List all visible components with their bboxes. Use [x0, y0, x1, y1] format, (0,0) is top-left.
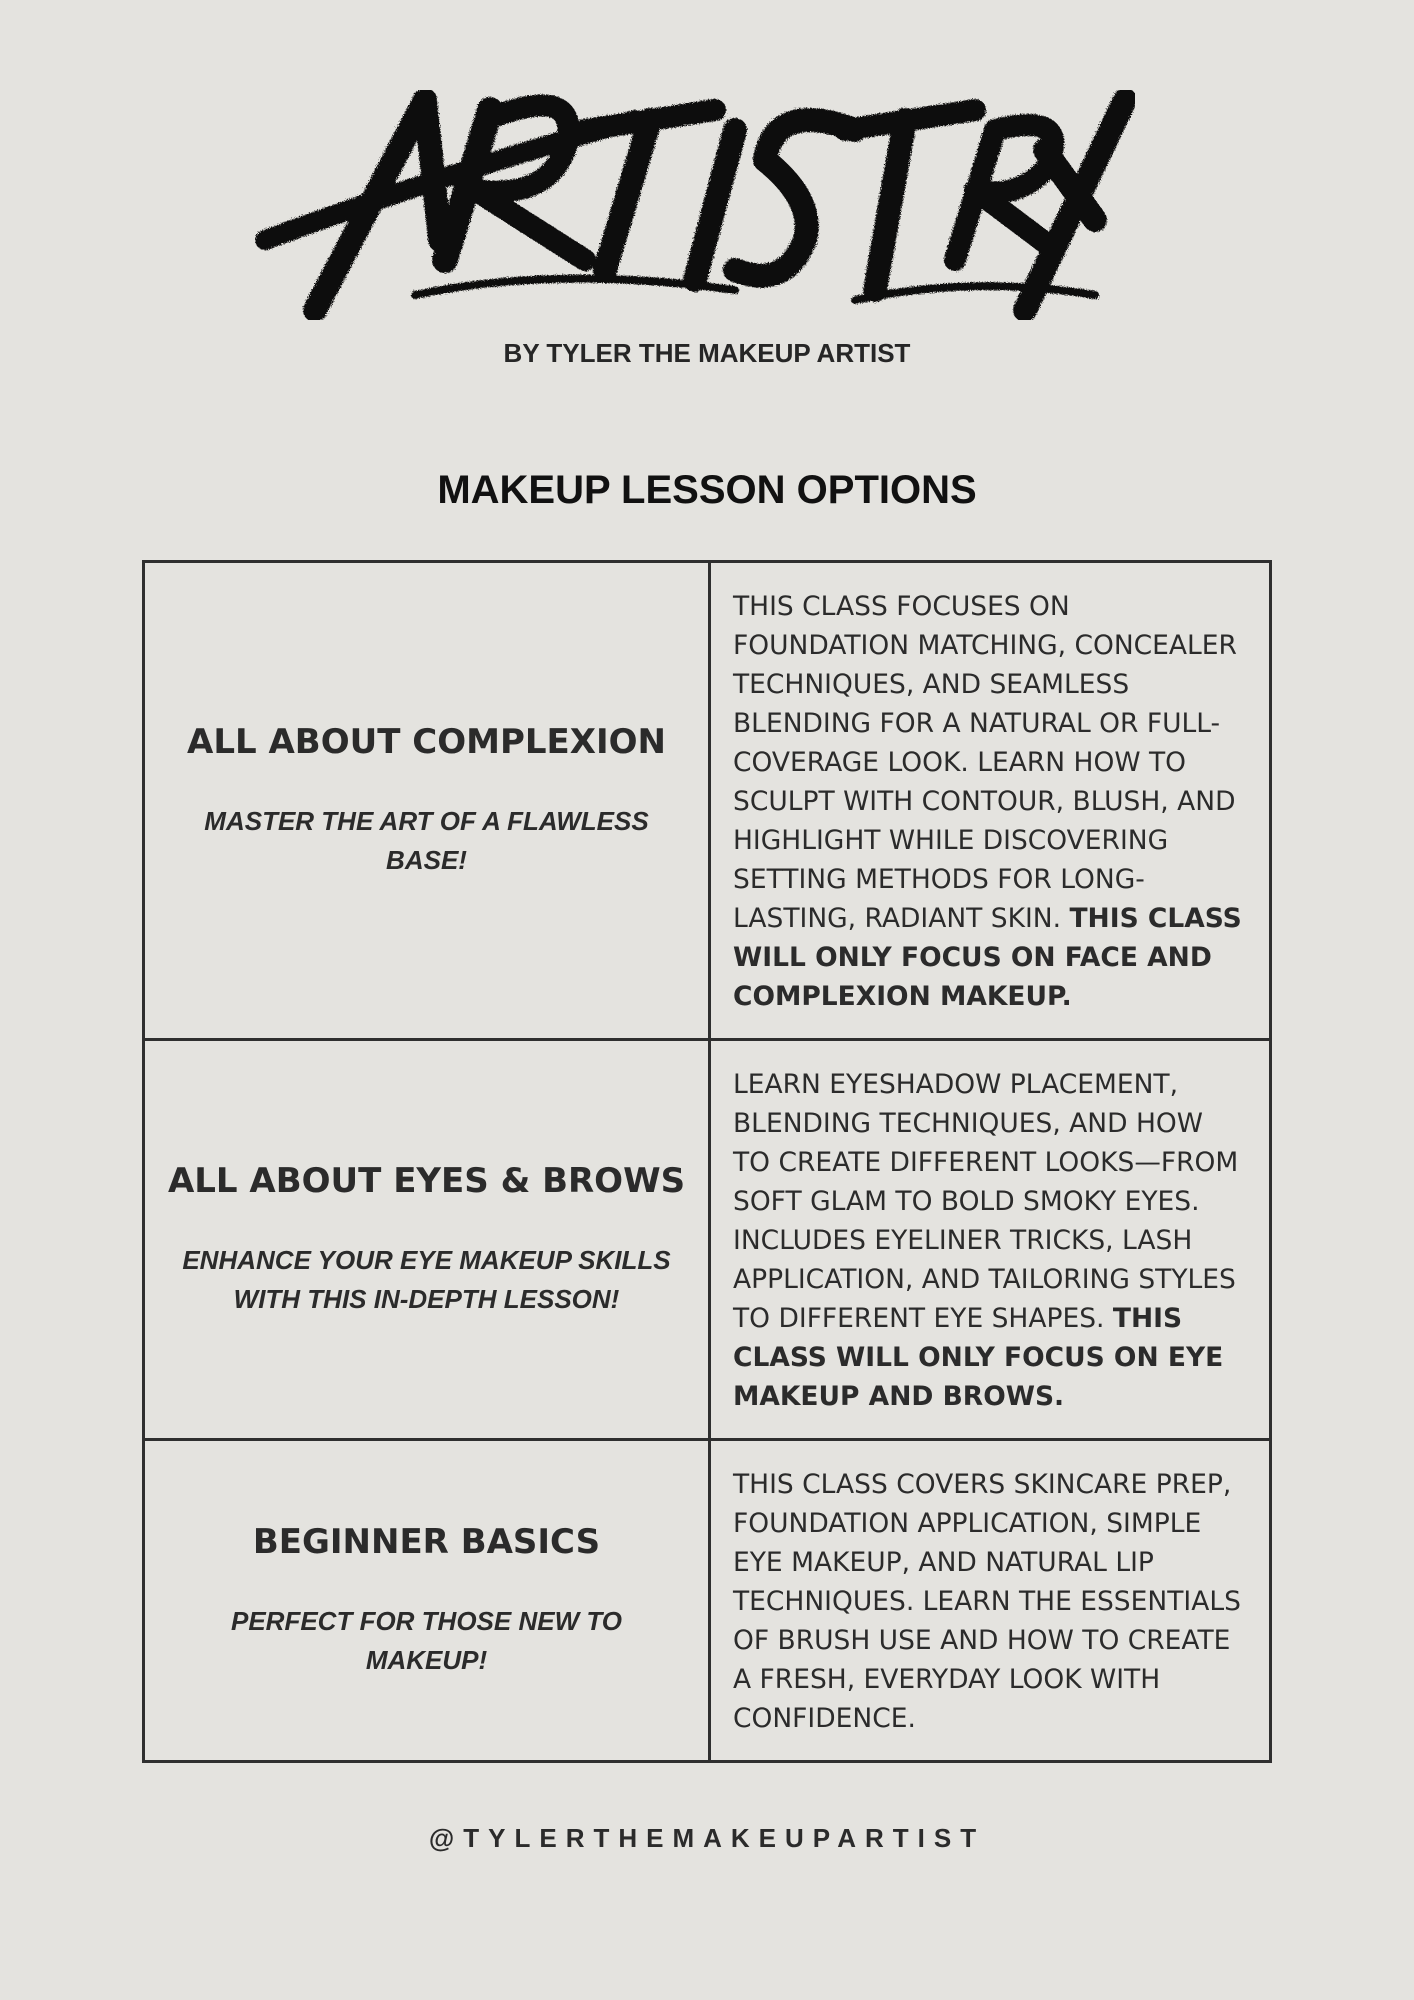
social-handle: @TYLERTHEMAKEUPARTIST — [428, 1823, 986, 1853]
lesson-description-cell — [710, 1440, 1271, 1762]
brush-logo-graphic — [255, 90, 1135, 320]
lesson-tagline: MASTER THE ART OF A FLAWLESS BASE! — [204, 805, 649, 875]
table-row — [144, 562, 1271, 1040]
table-row — [144, 1040, 1271, 1440]
lesson-options-table — [142, 560, 1272, 1763]
lesson-description: LEARN EYESHADOW PLACEMENT, BLENDING TECHNIQUES, AND HOW TO CREATE DIFFERENT LOOKS—FROM SOFT GLAM TO BOLD SMOKY EYES. INCLUDES EYELINER TRICKS, LASH APPLICATION, AND TAILORING STYLES TO DIFFERENT EYE SHAPES. THIS CLASS WILL ONLY FOCUS ON EYE MAKEUP AND BROWS. — [733, 1069, 1239, 1412]
lesson-note: THIS CLASS WILL ONLY FOCUS ON FACE AND COMPLEXION MAKEUP. — [733, 903, 1242, 1012]
lesson-description-cell — [710, 562, 1271, 1040]
lesson-note: THIS CLASS WILL ONLY FOCUS ON EYE MAKEUP AND BROWS. — [733, 1303, 1224, 1412]
lesson-name-cell — [144, 1440, 710, 1762]
lesson-description-cell — [710, 1040, 1271, 1440]
lesson-name-cell — [144, 1040, 710, 1440]
lesson-tagline: ENHANCE YOUR EYE MAKEUP SKILLS WITH THIS IN-DEPTH LESSON! — [182, 1244, 671, 1314]
lesson-name: ALL ABOUT COMPLEXION — [187, 721, 666, 762]
lesson-name: ALL ABOUT EYES & BROWS — [167, 1160, 686, 1201]
logo-byline: BY TYLER THE MAKEUP ARTIST — [503, 338, 911, 368]
page-title: MAKEUP LESSON OPTIONS — [437, 468, 977, 512]
lesson-name-cell — [144, 562, 710, 1040]
table-row — [144, 1440, 1271, 1762]
lesson-tagline: PERFECT FOR THOSE NEW TO MAKEUP! — [231, 1605, 622, 1675]
lesson-description: THIS CLASS FOCUSES ON FOUNDATION MATCHING, CONCEALER TECHNIQUES, AND SEAMLESS BLENDING FOR A NATURAL OR FULL-COVERAGE LOOK. LEARN HOW TO SCULPT WITH CONTOUR, BLUSH, AND HIGHLIGHT WHILE DISCOVERING SETTING METHODS FOR LONG-LASTING, RADIANT SKIN. THIS CLASS WILL ONLY FOCUS ON FACE AND COMPLEXION MAKEUP. — [733, 591, 1242, 1012]
lesson-name: BEGINNER BASICS — [252, 1521, 601, 1562]
artistry-logo — [255, 90, 1135, 320]
lesson-description: THIS CLASS COVERS SKINCARE PREP, FOUNDATION APPLICATION, SIMPLE EYE MAKEUP, AND NATURAL LIP TECHNIQUES. LEARN THE ESSENTIALS OF BRUSH USE AND HOW TO CREATE A FRESH, EVERYDAY LOOK WITH CONFIDENCE. — [733, 1469, 1241, 1734]
